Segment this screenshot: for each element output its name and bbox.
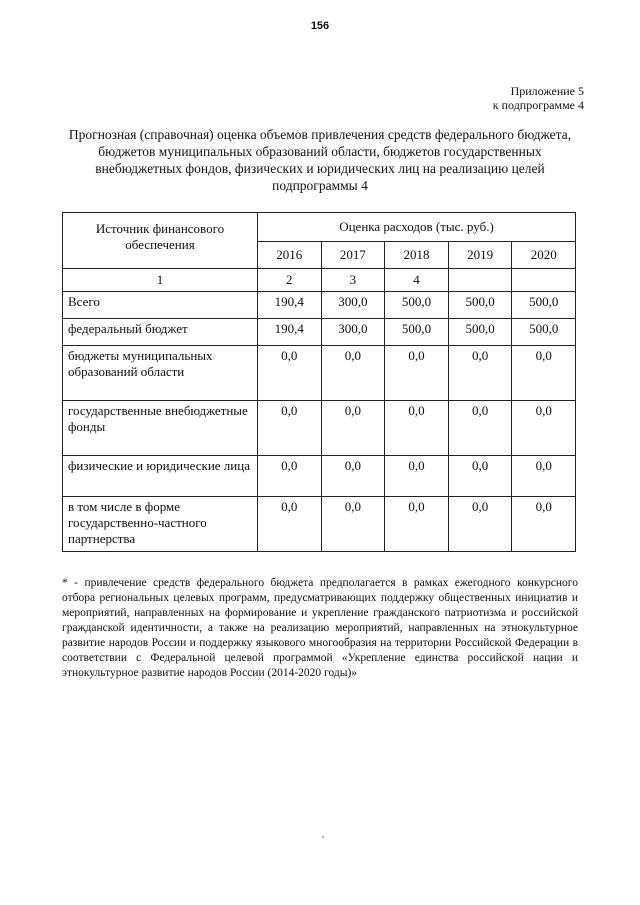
value-cell: 0,0 [512, 346, 576, 401]
appendix-reference [493, 84, 584, 112]
value-cell: 500,0 [385, 319, 449, 346]
row-label: государственные внебюджетные фонды [63, 401, 258, 456]
value-cell: 0,0 [448, 497, 512, 552]
year-header: 2020 [512, 242, 576, 269]
row-label: федеральный бюджет [63, 319, 258, 346]
column-index [512, 269, 576, 292]
table-row [63, 292, 576, 319]
value-cell: 0,0 [385, 401, 449, 456]
table-row [63, 346, 576, 401]
appendix-label: Приложение 5 [510, 84, 584, 98]
value-cell: 500,0 [512, 292, 576, 319]
year-header: 2016 [258, 242, 322, 269]
value-cell: 0,0 [385, 346, 449, 401]
footnote: * - привлечение средств федерального бюджета предполагается в рамках ежегодного конкурсного отбора региональных целевых программ, предусматривающих поддержку общественных инициатив и мероприятий, направленных на формирование и укрепление гражданского патриотизма и российской гражданской идентичности, а также на реализацию мероприятий, направленных на этнокультурное развитие народов России и поддержку языкового многообразия на территории Российской Федерации в соответствии с Федеральной целевой программой «Укрепление единства российской нации и этнокультурное развитие народов России (2014-2020 годы)» [62, 577, 578, 679]
value-cell: 0,0 [321, 401, 385, 456]
row-label: бюджеты муниципальных образований области [63, 346, 258, 401]
column-index: 3 [321, 269, 385, 292]
column-index: 4 [385, 269, 449, 292]
table-row [63, 319, 576, 346]
value-cell: 500,0 [448, 319, 512, 346]
year-header: 2017 [321, 242, 385, 269]
value-cell: 0,0 [512, 401, 576, 456]
row-label: Всего [63, 292, 258, 319]
scan-speck [322, 836, 324, 838]
value-cell: 0,0 [448, 401, 512, 456]
value-cell: 0,0 [321, 456, 385, 497]
year-header: 2019 [448, 242, 512, 269]
table-row [63, 497, 576, 552]
value-cell: 0,0 [258, 401, 322, 456]
value-cell: 0,0 [258, 346, 322, 401]
value-cell: 0,0 [512, 456, 576, 497]
value-cell: 0,0 [448, 346, 512, 401]
table-row [63, 456, 576, 497]
estimate-header: Оценка расходов (тыс. руб.) [258, 213, 576, 242]
value-cell: 190,4 [258, 292, 322, 319]
row-label: в том числе в форме государственно-частного партнерства [63, 497, 258, 552]
value-cell: 0,0 [385, 456, 449, 497]
column-index: 1 [63, 269, 258, 292]
value-cell: 300,0 [321, 319, 385, 346]
value-cell: 0,0 [385, 497, 449, 552]
table-row [63, 401, 576, 456]
appendix-subprogram: к подпрограмме 4 [492, 98, 584, 112]
value-cell: 500,0 [448, 292, 512, 319]
value-cell: 0,0 [258, 497, 322, 552]
value-cell: 0,0 [512, 497, 576, 552]
source-header: Источник финансового обеспечения [63, 213, 258, 269]
value-cell: 0,0 [258, 456, 322, 497]
year-header: 2018 [385, 242, 449, 269]
row-label: физические и юридические лица [63, 456, 258, 497]
value-cell: 500,0 [512, 319, 576, 346]
value-cell: 500,0 [385, 292, 449, 319]
column-index [448, 269, 512, 292]
funding-table [62, 212, 576, 552]
value-cell: 0,0 [321, 497, 385, 552]
value-cell: 0,0 [448, 456, 512, 497]
value-cell: 0,0 [321, 346, 385, 401]
document-title: Прогнозная (справочная) оценка объемов привлечения средств федерального бюджета, бюджетов муниципальных образований области, бюджетов государственных внебюджетных фондов, физических и юридических лиц на реализацию целей подпрограммы 4 [68, 127, 572, 193]
value-cell: 300,0 [321, 292, 385, 319]
column-index: 2 [258, 269, 322, 292]
value-cell: 190,4 [258, 319, 322, 346]
page-number: 156 [310, 20, 330, 32]
